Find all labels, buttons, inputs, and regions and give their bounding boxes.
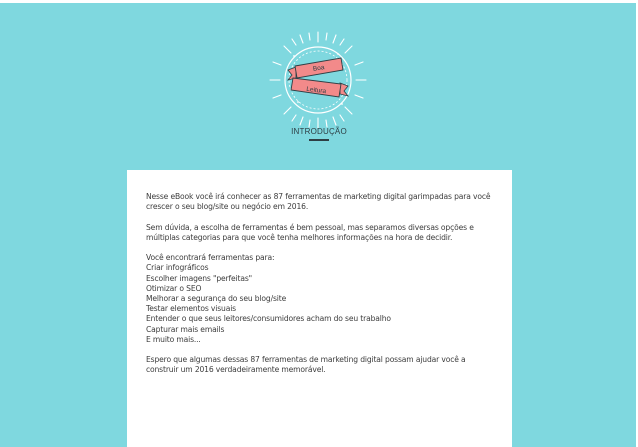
top-border (0, 0, 638, 3)
section-title: INTRODUÇÃO (291, 127, 347, 136)
list-intro: Você encontrará ferramentas para: (146, 253, 275, 263)
card-body (146, 192, 498, 376)
list-item: Otimizar o SEO (146, 283, 202, 293)
boa-leitura-badge (268, 30, 368, 130)
list-item: Capturar mais emails (146, 324, 225, 334)
list-item: E muito mais... (146, 334, 201, 344)
closing-line-2: construir um 2016 verdadeiramente memorável. (146, 365, 326, 375)
content-card (127, 170, 512, 447)
intro-line-1: Nesse eBook você irá conhecer as 87 ferramentas de marketing digital garimpadas para você (146, 192, 491, 201)
intro-line-2: crescer o seu blog/site ou negócio em 2016. (146, 202, 309, 212)
ribbon-top-text: Boa (312, 64, 326, 73)
ribbon-bottom-text: Leitura (305, 85, 327, 96)
choice-line-1: Sem dúvida, a escolha de ferramentas é bem pessoal, mas separamos diversas opções e (146, 222, 474, 232)
closing-line-1: Espero que algumas dessas 87 ferramentas de marketing digital possam ajudar você a (146, 355, 466, 365)
choice-line-2: múltiplas categorias para que você tenha melhores informações na hora de decidir. (146, 232, 453, 242)
list-item: Escolher imagens "perfeitas" (146, 273, 252, 283)
section-title-underline (309, 139, 329, 141)
list-item: Criar infográficos (146, 263, 209, 273)
list-item: Melhorar a segurança do seu blog/site (146, 294, 287, 303)
list-item: Testar elementos visuais (146, 304, 236, 314)
list-item: Entender o que seus leitores/consumidores acham do seu trabalho (146, 314, 391, 324)
